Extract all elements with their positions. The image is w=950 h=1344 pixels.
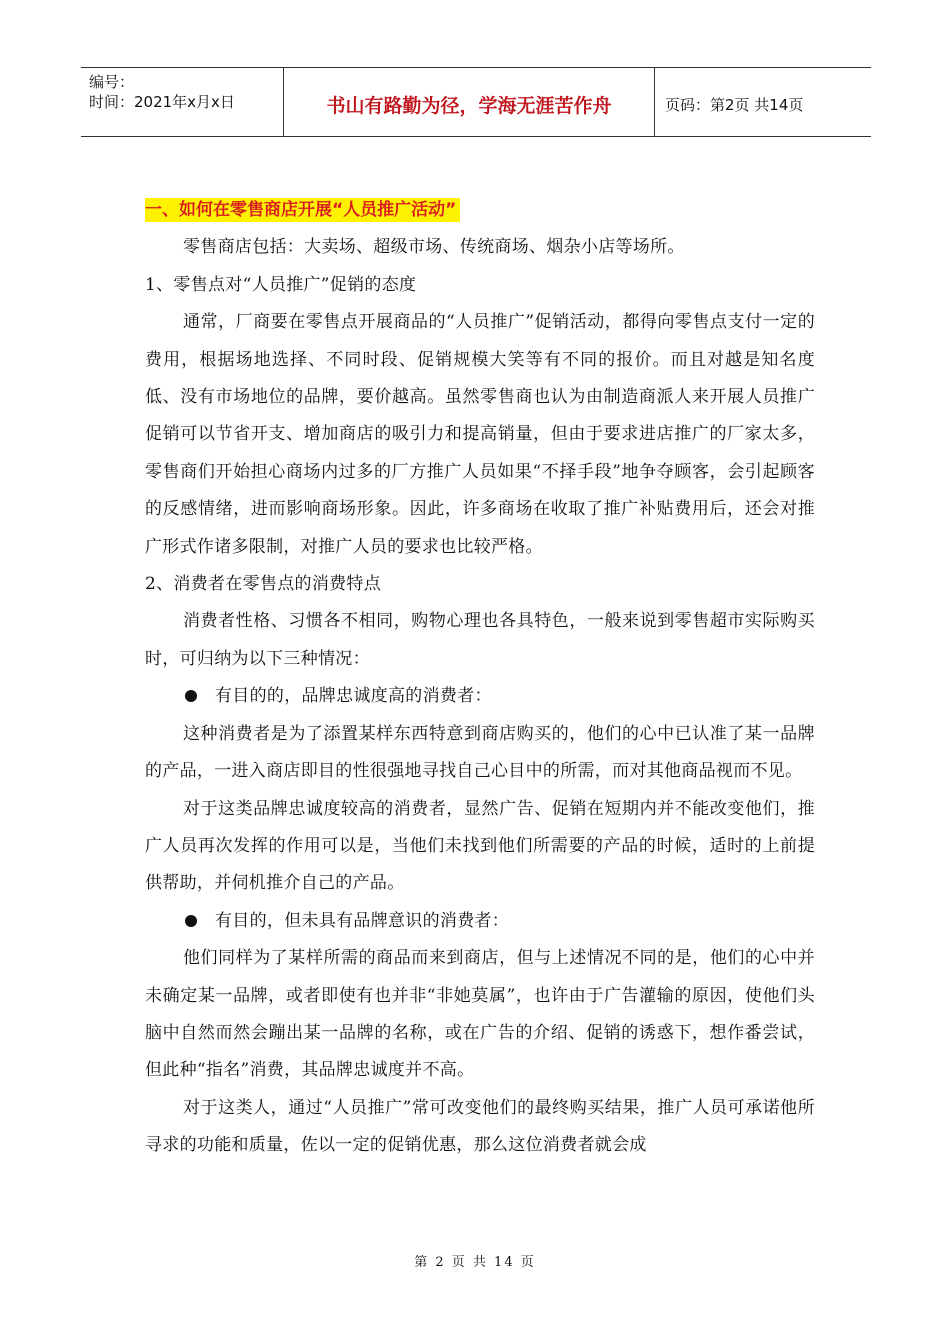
page-footer: 第 2 页 共 14 页 (414, 1255, 536, 1270)
header-table (81, 67, 871, 137)
paragraph: 对于这类人，通过“人员推广”常可改变他们的最终购买结果，推广人员可承诺他所寻求的功能和质量，佐以一定的促销优惠，那么这位消费者就会成 (145, 1097, 815, 1156)
bullet-dot-icon (185, 690, 197, 702)
header-motto: 书山有路勤为径，学海无涯苦作舟 (284, 68, 655, 136)
header-date-label: 时间：2021年x月x日 (89, 93, 235, 111)
paragraph: 消费者性格、习惯各不相同，购物心理也各具特色，一般来说到零售超市实际购买时，可归纳为以下三种情况： (145, 611, 815, 669)
paragraph: 他们同样为了某样所需的商品而来到商店，但与上述情况不同的是，他们的心中并未确定某一品牌，或者即使有也并非“非她莫属”，也许由于广告灌输的原因，使他们头脑中自然而然会蹦出某一品牌的名称，或在广告的介绍、促销的诱惑下，想作番尝试，但此种“指名”消费，其品牌忠诚度并不高。 (145, 948, 815, 1081)
header-code-label: 编号： (89, 73, 135, 91)
paragraph: 对于这类品牌忠诚度较高的消费者，显然广告、促销在短期内并不能改变他们，推广人员再次发挥的作用可以是，当他们未找到他们所需要的产品的时候，适时的上前提供帮助，并伺机推介自己的产品。 (145, 798, 815, 894)
header-left-cell (81, 68, 284, 136)
bullet-item (145, 678, 815, 715)
bullet-text: 有目的的，品牌忠诚度高的消费者： (215, 686, 492, 707)
bullet-item (145, 903, 815, 940)
bullet-text: 有目的，但未具有品牌意识的消费者： (215, 910, 510, 931)
paragraph: 这种消费者是为了添置某样东西特意到商店购买的，他们的心中已认准了某一品牌的产品，一进入商店即目的性很强地寻找自己心目中的所需，而对其他商品视而不见。 (145, 723, 815, 782)
document-body (145, 192, 815, 1165)
bullet-dot-icon (185, 915, 197, 927)
section-title: 一、如何在零售商店开展“人员推广活动” (145, 198, 460, 222)
paragraph: 通常，厂商要在零售点开展商品的“人员推广”促销活动，都得向零售点支付一定的费用，根据场地选择、不同时段、促销规模大笑等有不同的报价。而且对越是知名度低、没有市场地位的品牌，要价越高。虽然零售商也认为由制造商派人来开展人员推广促销可以节省开支、增加商店的吸引力和提高销量，但由于要求进店推广的厂家太多，零售商们开始担心商场内过多的厂方推广人员如果“不择手段”地争夺顾客，会引起顾客的反感情绪，进而影响商场形象。因此，许多商场在收取了推广补贴费用后，还会对推广形式作诸多限制，对推广人员的要求也比较严格。 (145, 312, 815, 557)
header-page-info: 页码：第2页 共14页 (665, 95, 804, 114)
subheading: 1、零售点对“人员推广”促销的态度 (145, 274, 417, 295)
subheading: 2、消费者在零售点的消费特点 (145, 574, 382, 595)
paragraph: 零售商店包括：大卖场、超级市场、传统商场、烟杂小店等场所。 (183, 237, 685, 258)
